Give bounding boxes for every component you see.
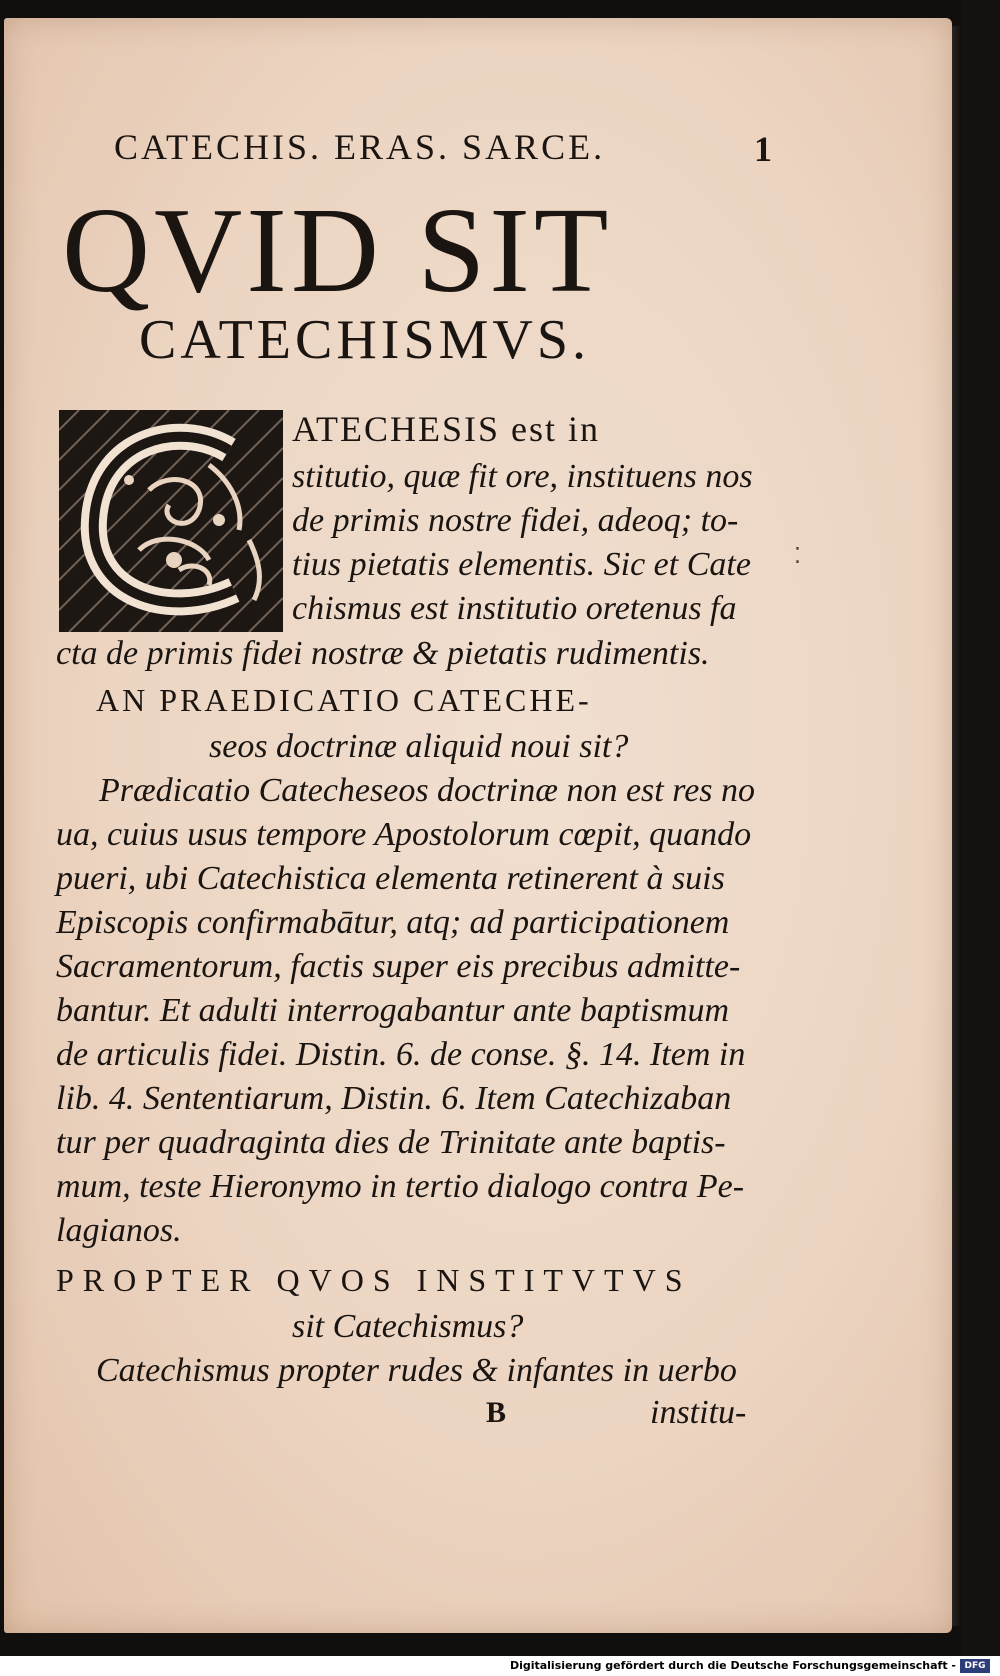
- question-heading: seos doctrinæ aliquid noui sit?: [209, 728, 629, 765]
- paragraph-line: lib. 4. Sententiarum, Distin. 6. Item Catechizaban: [56, 1080, 732, 1117]
- decorated-initial-woodcut: [59, 410, 283, 632]
- paragraph-line: cta de primis fidei nostræ & pietatis rudimentis.: [56, 635, 710, 672]
- question-heading: AN PRAEDICATIO CATECHE-: [96, 682, 592, 718]
- paragraph-line: de primis nostre fidei, adeoq; to-: [292, 502, 739, 539]
- question-heading: sit Catechismus?: [292, 1308, 524, 1345]
- paragraph-line: Episcopis confirmabātur, atq; ad participationem: [56, 904, 730, 941]
- margin-mark: ⁚: [794, 543, 801, 568]
- decorated-initial: [59, 410, 283, 632]
- page-subtitle: CATECHISMVS.: [139, 309, 590, 371]
- page-number: 1: [754, 129, 772, 169]
- paragraph-line: mum, teste Hieronymo in tertio dialogo contra Pe-: [56, 1168, 745, 1205]
- paragraph-line: tur per quadraginta dies de Trinitate ante baptis-: [56, 1124, 726, 1161]
- dfg-logo: DFG: [960, 1659, 990, 1673]
- footer-credit: Digitalisierung gefördert durch die Deutsche Forschungsgemeinschaft -: [509, 1659, 956, 1672]
- paragraph-line: Sacramentorum, factis super eis precibus admitte-: [56, 948, 741, 985]
- paragraph-line: ATECHESIS est in: [292, 409, 601, 449]
- paragraph-line: chismus est institutio oretenus fa: [292, 590, 737, 627]
- paragraph-line: bantur. Et adulti interrogabantur ante baptismum: [56, 992, 730, 1029]
- paragraph-line: Prædicatio Catecheseos doctrinæ non est res no: [99, 772, 756, 809]
- paragraph-line: pueri, ubi Catechistica elementa retinerent à suis: [56, 860, 725, 897]
- page-title: QVID SIT: [62, 183, 613, 318]
- scan-background: [962, 0, 1000, 1656]
- running-head: CATECHIS. ERAS. SARCE.: [114, 127, 606, 167]
- paragraph-line: tius pietatis elementis. Sic et Cate: [292, 546, 751, 583]
- book-page: [4, 18, 952, 1633]
- catchword: institu-: [650, 1394, 747, 1431]
- paragraph-line: Catechismus propter rudes & infantes in uerbo: [96, 1352, 737, 1389]
- signature-mark: B: [486, 1396, 507, 1429]
- page-edge-shadow: [952, 26, 962, 1626]
- paragraph-line: de articulis fidei. Distin. 6. de conse. §. 14. Item in: [56, 1036, 746, 1073]
- question-heading: PROPTER QVOS INSTITVTVS: [56, 1262, 692, 1298]
- paragraph-line: stitutio, quæ fit ore, instituens nos: [292, 458, 753, 495]
- paragraph-line: ua, cuius usus tempore Apostolorum cœpit, quando: [56, 816, 752, 853]
- paragraph-line: lagianos.: [56, 1212, 182, 1249]
